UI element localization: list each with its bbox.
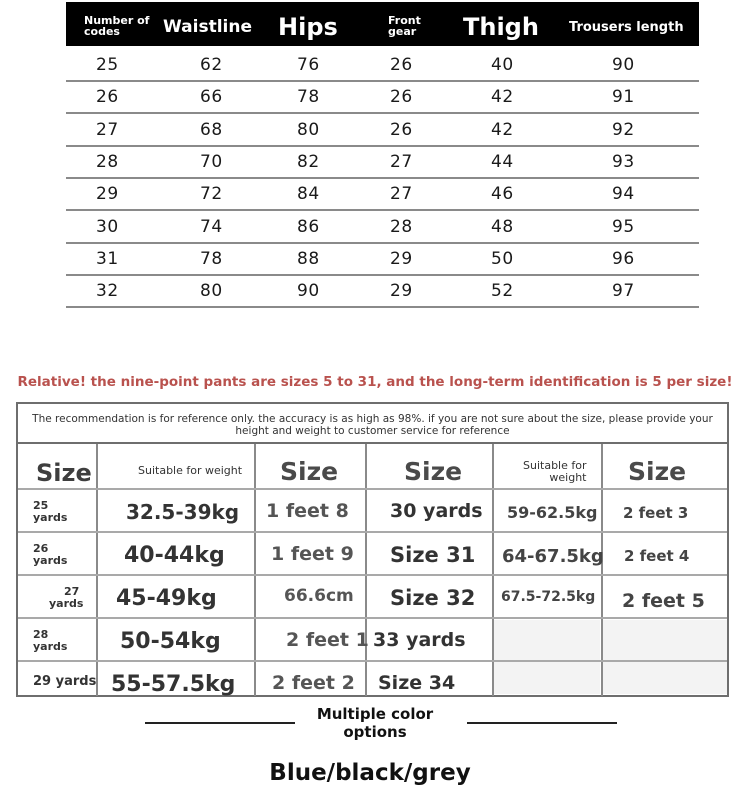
header-weight-2 [523, 460, 587, 484]
size-table-cell: 88 [297, 248, 320, 269]
size-table-row [66, 50, 699, 82]
height-value-2: 2 feet 4 [624, 547, 690, 565]
weight-range: 50-54kg [120, 629, 221, 654]
empty-cell [494, 620, 600, 694]
size-table-cell: 78 [200, 248, 223, 269]
size-note: Relative! the nine-point pants are sizes 5 to 31, and the long-term identification is 5 per size! [17, 374, 733, 390]
recommendation-line2: height and weight to customer service for reference [235, 425, 510, 437]
height-value: 1 feet 8 [266, 500, 349, 522]
size-table-cell: 93 [612, 151, 635, 172]
size-table-cell: 91 [612, 87, 635, 108]
height-value: 66.6cm [284, 586, 354, 606]
size-table-cell: 66 [200, 87, 223, 108]
header-size-2: Size [280, 457, 339, 486]
size-unit: yards [33, 511, 68, 524]
header-codes-line2: codes [84, 25, 120, 38]
size-table-cell: 28 [96, 151, 119, 172]
size-table-cell: 97 [612, 281, 635, 302]
size-number: 28 [33, 628, 49, 641]
grid-line [18, 574, 727, 576]
grid-line [96, 444, 98, 696]
empty-cell [603, 620, 727, 694]
color-options-line1: Multiple color [316, 705, 434, 723]
header-codes-line1: Number of [84, 14, 150, 27]
size-unit: yards [49, 597, 84, 610]
header-size-4: Size [628, 457, 687, 486]
weight-range: 40-44kg [124, 543, 225, 568]
height-value-2: 2 feet 5 [622, 590, 705, 612]
size-table-cell: 92 [612, 119, 635, 140]
size-table-row [66, 179, 699, 211]
header-thigh: Thigh [463, 13, 539, 41]
size-table-cell: 90 [612, 55, 635, 75]
grid-line [492, 444, 494, 696]
size-table-cell: 46 [491, 184, 514, 205]
header-front-line2: gear [388, 25, 417, 38]
size-table-row [66, 212, 699, 244]
size-unit: yards [33, 554, 68, 567]
size-table-cell: 50 [491, 248, 514, 269]
recommendation-line1: The recommendation is for reference only. the accuracy is as high as 98%. if you are not sure about the size, please provide your [32, 413, 713, 425]
size-unit: yards [33, 640, 68, 653]
size-table-row [66, 244, 699, 276]
weight-range: 55-57.5kg [111, 672, 236, 697]
size-table-row [66, 82, 699, 114]
size-table-cell: 31 [96, 248, 119, 269]
size-table-row [66, 276, 699, 308]
weight-range-2: 64-67.5kg [502, 546, 604, 567]
weight-range: 45-49kg [116, 586, 217, 611]
header-size-1: Size [36, 459, 92, 487]
size-table-cell: 90 [297, 281, 320, 302]
size-value: 30 yards [390, 500, 483, 522]
grid-line [18, 660, 727, 662]
size-table-cell: 29 [390, 248, 413, 269]
header-weight-1: Suitable for weight [138, 464, 243, 477]
header-waistline: Waistline [163, 17, 252, 37]
size-value: Size 34 [378, 672, 456, 694]
header-trousers-length: Trousers length [569, 20, 684, 35]
grid-line [18, 531, 727, 533]
weight-range-2: 59-62.5kg [507, 503, 598, 522]
size-table-cell: 80 [200, 281, 223, 302]
size-table-cell: 26 [390, 55, 413, 75]
size-table-cell: 52 [491, 281, 514, 302]
size-table-cell: 27 [390, 184, 413, 205]
size-table-cell: 42 [491, 87, 514, 108]
size-table-cell: 84 [297, 184, 320, 205]
size-table-cell: 29 [96, 184, 119, 205]
grid-line [18, 488, 727, 490]
grid-line [365, 444, 367, 696]
header-size-3: Size [404, 457, 463, 486]
size-number: 25 [33, 499, 49, 512]
header-hips: Hips [278, 13, 338, 41]
size-table-cell: 27 [96, 119, 119, 140]
size-table-cell: 26 [390, 119, 413, 140]
size-value: Size 32 [390, 586, 476, 610]
size-table-cell: 62 [200, 55, 223, 75]
grid-line [18, 617, 727, 619]
divider-left [145, 722, 295, 724]
size-table-cell: 86 [297, 216, 320, 237]
weight-range: 32.5-39kg [126, 500, 240, 524]
size-table-row [66, 147, 699, 179]
header-weight-2-line2: weight [549, 471, 587, 484]
size-table-cell: 27 [390, 151, 413, 172]
size-table-cell: 29 [390, 281, 413, 302]
size-table-cell: 95 [612, 216, 635, 237]
size-table-cell: 26 [96, 87, 119, 108]
size-table-cell: 48 [491, 216, 514, 237]
header-front-line1: Front [388, 14, 421, 27]
size-table-cell: 30 [96, 216, 119, 237]
header-weight-2-line1: Suitable for [523, 459, 587, 472]
size-table-cell: 76 [297, 55, 320, 75]
weight-range-2: 67.5-72.5kg [501, 589, 596, 605]
size-table-cell: 40 [491, 55, 514, 75]
size-table-cell: 68 [200, 119, 223, 140]
size-table-cell: 96 [612, 248, 635, 269]
size-number: 26 [33, 542, 49, 555]
size-table-cell: 82 [297, 151, 320, 172]
color-options-line2: options [343, 723, 407, 741]
size-table-cell: 26 [390, 87, 413, 108]
size-table-cell: 72 [200, 184, 223, 205]
recommendation-text [18, 404, 727, 444]
size-table-header [66, 2, 699, 46]
size-table-cell: 32 [96, 281, 119, 302]
size-table-cell: 44 [491, 151, 514, 172]
height-value: 1 feet 9 [271, 543, 354, 565]
size-number: 27 [64, 585, 80, 598]
color-options-label [280, 705, 470, 741]
height-value: 2 feet 1 [286, 629, 369, 651]
size-table-cell: 70 [200, 151, 223, 172]
size-table-row [66, 115, 699, 147]
height-value-2: 2 feet 3 [623, 504, 689, 522]
size-table-cell: 80 [297, 119, 320, 140]
color-list: Blue/black/grey [269, 760, 471, 786]
size-table-cell: 25 [96, 55, 119, 75]
size-label: 29 yards [33, 674, 97, 689]
size-table-cell: 42 [491, 119, 514, 140]
size-table-cell: 78 [297, 87, 320, 108]
header-codes [84, 15, 149, 37]
header-front-gear [388, 15, 421, 37]
grid-line [254, 444, 256, 696]
size-value: Size 31 [390, 543, 476, 567]
size-table-cell: 74 [200, 216, 223, 237]
size-value: 33 yards [373, 629, 466, 651]
size-table-cell: 94 [612, 184, 635, 205]
size-table-cell: 28 [390, 216, 413, 237]
grid-line [601, 444, 603, 696]
height-value: 2 feet 2 [272, 672, 355, 694]
divider-right [467, 722, 617, 724]
